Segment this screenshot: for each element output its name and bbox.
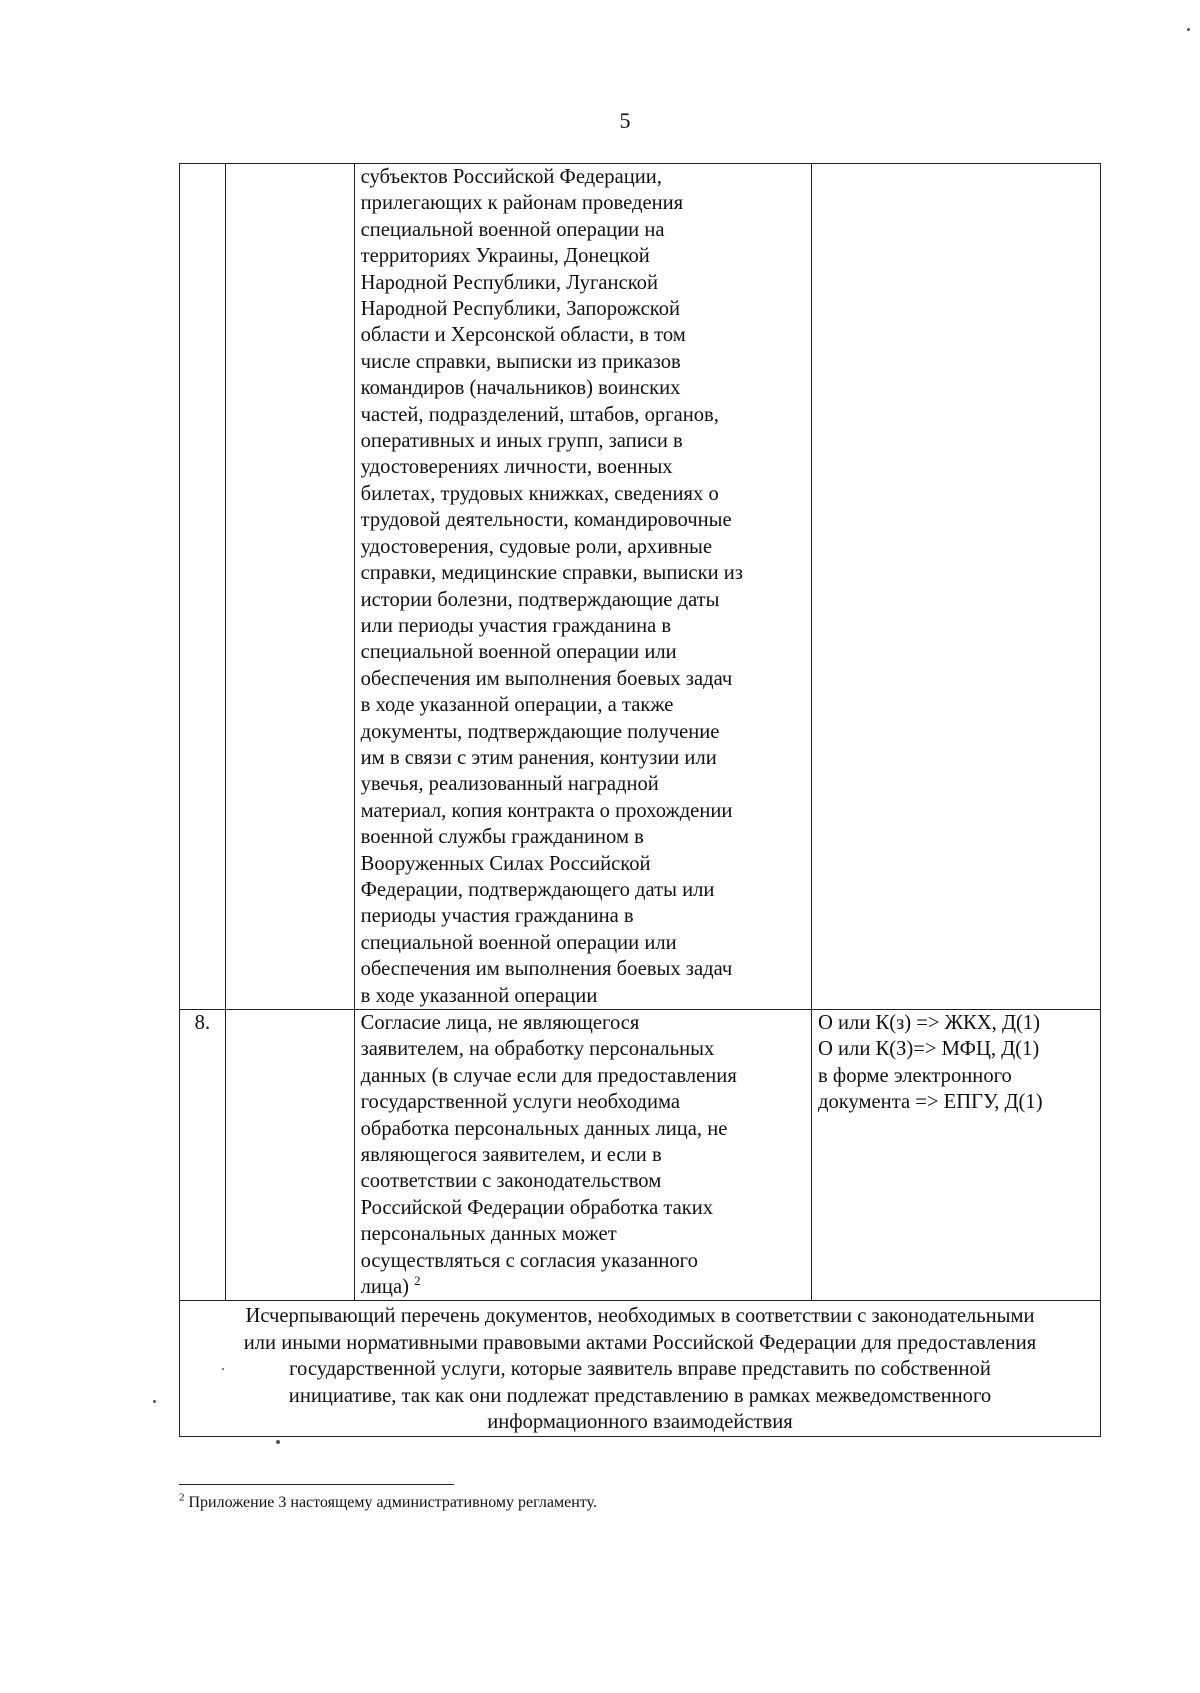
document-description [361,1010,805,1300]
exhaustive-list-note: Исчерпывающий перечень документов, необходимых в соответствии с законодательными или иными нормативными правовыми актами Российской Федерации для предоставления государственной услуги, которые заявитель вправе представить по собственной инициативе, так как они подлежат представлению в рамках межведомственного информационного взаимодействия [180,1301,1101,1436]
empty-cell [225,1010,354,1301]
document-description-cell [354,164,811,1010]
row-number-cell [180,1010,226,1301]
table-row [180,164,1101,1010]
document-description: субъектов Российской Федерации, прилегающих к районам проведения специальной военной операции на территориях Украины, Донецкой Народной Республики, Луганской Народной Республики, Запорожской области и Херсонской области, в том числе справки, выписки из приказов командиров (начальников) воинских частей, подразделений, штабов, органов, оперативных и иных групп, записи в удостоверениях личности, военных билетах, трудовых книжках, сведениях о трудовой деятельности, командировочные удостоверения, судовые роли, архивные справки, медицинские справки, выписки из истории болезни, подтверждающие даты или периоды участия гражданина в специальной военной операции или обеспечения им выполнения боевых задач в ходе указанной операции, а также документы, подтверждающие получение им в связи с этим ранения, контузии или увечья, реализованный наградной материал, копия контракта о прохождении военной службы гражданином в Вооруженных Силах Российской Федерации, подтверждающего даты или периоды участия гражданина в специальной военной операции или обеспечения им выполнения боевых задач в ходе указанной операции [360,166,743,1007]
submission-method-cell [812,164,1101,1010]
submission-method: О или К(з) => ЖКХ, Д(1) О или К(З)=> МФЦ, Д(1) в форме электронного документа => ЕПГУ, Д(1) [818,1012,1043,1114]
row-number-cell [180,164,226,1010]
scan-speck [153,1400,156,1403]
scan-speck [222,1368,224,1370]
scan-speck [276,1440,280,1444]
documents-table [179,163,1101,1437]
submission-method-cell [812,1010,1101,1301]
footnote-separator [179,1484,454,1485]
table-row [180,1010,1101,1301]
scan-speck [1187,28,1190,31]
footnote [179,1491,597,1512]
footnote-text: Приложение 3 настоящему административному регламенту. [184,1494,597,1511]
document-description-cell [354,1010,811,1301]
page-number: 5 [619,108,631,133]
description-text: Согласие лица, не являющегося заявителем, на обработку персональных данных (в случае если для предоставления государственной услуги необходима обработка персональных данных лица, не являющегося заявителем, и если в соответствии с законодательством Российской Федерации обработка таких персональных данных может осуществляться с согласия указанного лица) [360,1012,737,1299]
footnote-reference: 2 [414,1273,421,1289]
table-footer-row [180,1301,1101,1436]
footnote-mark: 2 [179,1491,185,1504]
empty-cell [225,164,354,1010]
row-number: 8. [194,1012,211,1034]
